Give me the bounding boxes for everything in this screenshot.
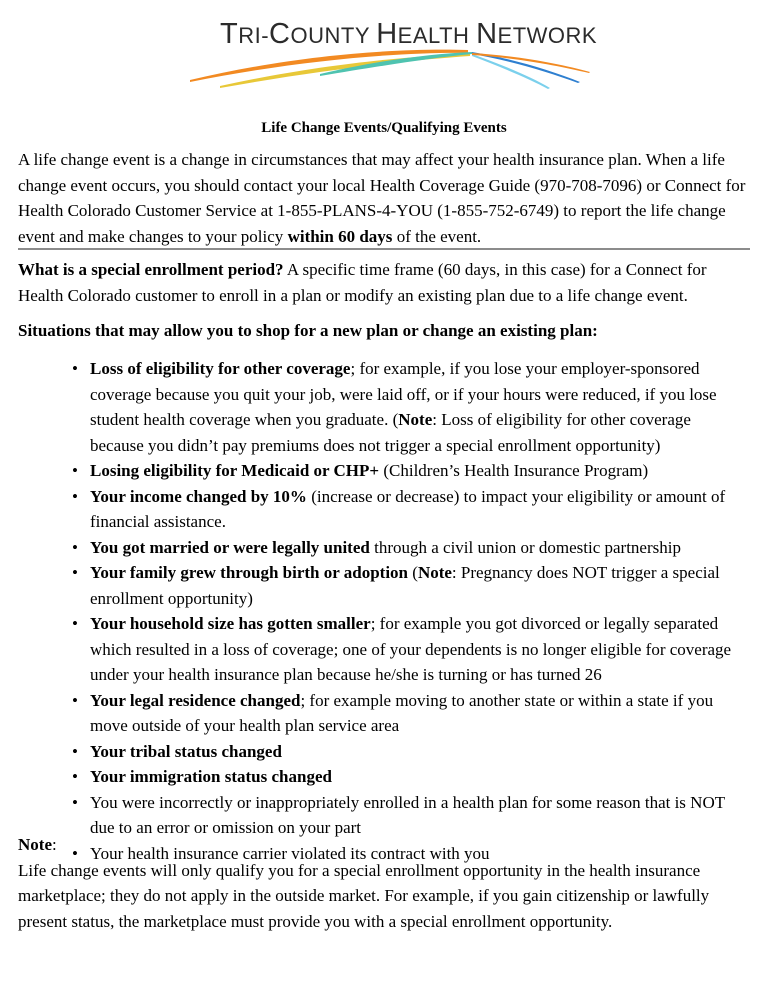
note-label: Note — [18, 835, 52, 854]
sep-answer: A specific time frame (60 days, in this case) for a Connect for Health Colorado customer to enroll in a plan or modify an existing plan due to a life change event. — [18, 260, 707, 305]
event-bold: Your tribal status changed — [90, 741, 282, 761]
list-item — [18, 356, 748, 458]
logo-swoosh-stroke — [190, 50, 468, 82]
note-label-line — [18, 832, 754, 858]
bullet: • — [72, 537, 78, 557]
event-text: ; for example, if you lose your employer-sponsored coverage because you quit your job, were laid off, or if your hours were reduced, if you lose student health coverage when you graduate. ( — [90, 359, 717, 429]
bullet: • — [72, 486, 78, 506]
tri-county-health-network-logo — [150, 14, 620, 94]
logo-swoosh-stroke — [472, 52, 580, 83]
bullet: • — [72, 461, 78, 480]
intro-deadline: within 60 days — [287, 226, 393, 246]
event-bold: Your immigration status changed — [90, 767, 332, 786]
note-text: Life change events will only qualify you for a special enrollment opportunity in the health insurance marketplace; they do not apply in the outside market. For example, if you gain citizenship or lawfully present status, the marketplace must provide you with a special enrollment opportunity. — [18, 860, 710, 931]
event-note-text: : Loss of eligibility for other coverage because you didn’t pay premiums does not trigger a special enrollment opportunity) — [90, 410, 691, 455]
list-item — [18, 484, 748, 535]
event-text: (Children’s Health Insurance Program) — [379, 461, 649, 480]
note-label-suffix: : — [51, 835, 57, 854]
document-title: Life Change Events/Qualifying Events — [261, 120, 507, 136]
list-item — [18, 560, 748, 611]
bullet: • — [72, 843, 78, 863]
event-note-text: : Pregnancy does NOT trigger a special enrollment opportunity) — [90, 563, 720, 608]
event-text: ( — [408, 563, 418, 582]
intro-paragraph — [18, 147, 754, 249]
bullet: • — [72, 767, 78, 786]
event-bold: Your income changed by 10% — [90, 486, 307, 506]
list-item — [18, 458, 748, 484]
logo-wordmark: TRI-COUNTY HEALTH NETWORK — [220, 18, 598, 50]
event-note-label: Note — [417, 563, 452, 582]
list-item — [18, 739, 748, 765]
list-item — [18, 535, 748, 561]
list-item — [18, 764, 748, 790]
event-bold: Loss of eligibility for other coverage — [90, 359, 351, 378]
horizontal-divider — [18, 248, 750, 250]
bullet: • — [72, 741, 78, 761]
event-text: ; for example moving to another state or within a state if you move outside of your health plan service area — [90, 690, 714, 735]
closing-note — [18, 832, 754, 934]
special-enrollment-definition — [18, 257, 754, 308]
life-events-list — [18, 356, 748, 866]
event-text: through a civil union or domestic partnership — [369, 537, 681, 557]
list-item — [18, 611, 748, 688]
event-note-label: Note — [398, 410, 433, 429]
event-text: You were incorrectly or inappropriately enrolled in a health plan for some reason that is NOT due to an error or omission on your part — [90, 792, 725, 837]
event-text: ; for example you got divorced or legally separated which resulted in a loss of coverage; one of your dependents is no longer eligible for coverage under your health insurance plan because he/she is turning or has turned 26 — [90, 614, 732, 684]
bullet: • — [72, 614, 78, 633]
bullet: • — [72, 359, 78, 378]
bullet: • — [72, 690, 78, 710]
intro-text-2: of the event. — [392, 226, 482, 246]
event-text: (increase or decrease) to impact your eligibility or amount of financial assistance. — [90, 486, 726, 531]
bullet: • — [72, 792, 78, 812]
event-text: Your health insurance carrier violated its contract with you — [90, 843, 490, 863]
logo-swoosh-stroke — [472, 53, 590, 73]
intro-text-1: A life change event is a change in circumstances that may affect your health insurance plan. When a life change event occurs, you should contact your local Health Coverage Guide (970-708-7096) or Connect for Health Colorado Customer Service at 1-855-PLANS-4-YOU (1-855-752-6749) to report the life change event and make changes to your policy — [18, 150, 746, 246]
sep-question: What is a special enrollment period? — [18, 260, 284, 279]
event-bold: Losing eligibility for Medicaid or CHP+ — [90, 461, 380, 480]
logo-swoosh-stroke — [472, 54, 550, 89]
situations-heading: Situations that may allow you to shop for a new plan or change an existing plan: — [18, 321, 598, 340]
event-bold: Your household size has gotten smaller — [90, 614, 371, 633]
event-bold: Your legal residence changed — [90, 690, 301, 710]
event-bold: Your family grew through birth or adoption — [90, 563, 409, 582]
bullet: • — [72, 563, 78, 582]
event-bold: You got married or were legally united — [90, 537, 370, 557]
list-item — [18, 688, 748, 739]
